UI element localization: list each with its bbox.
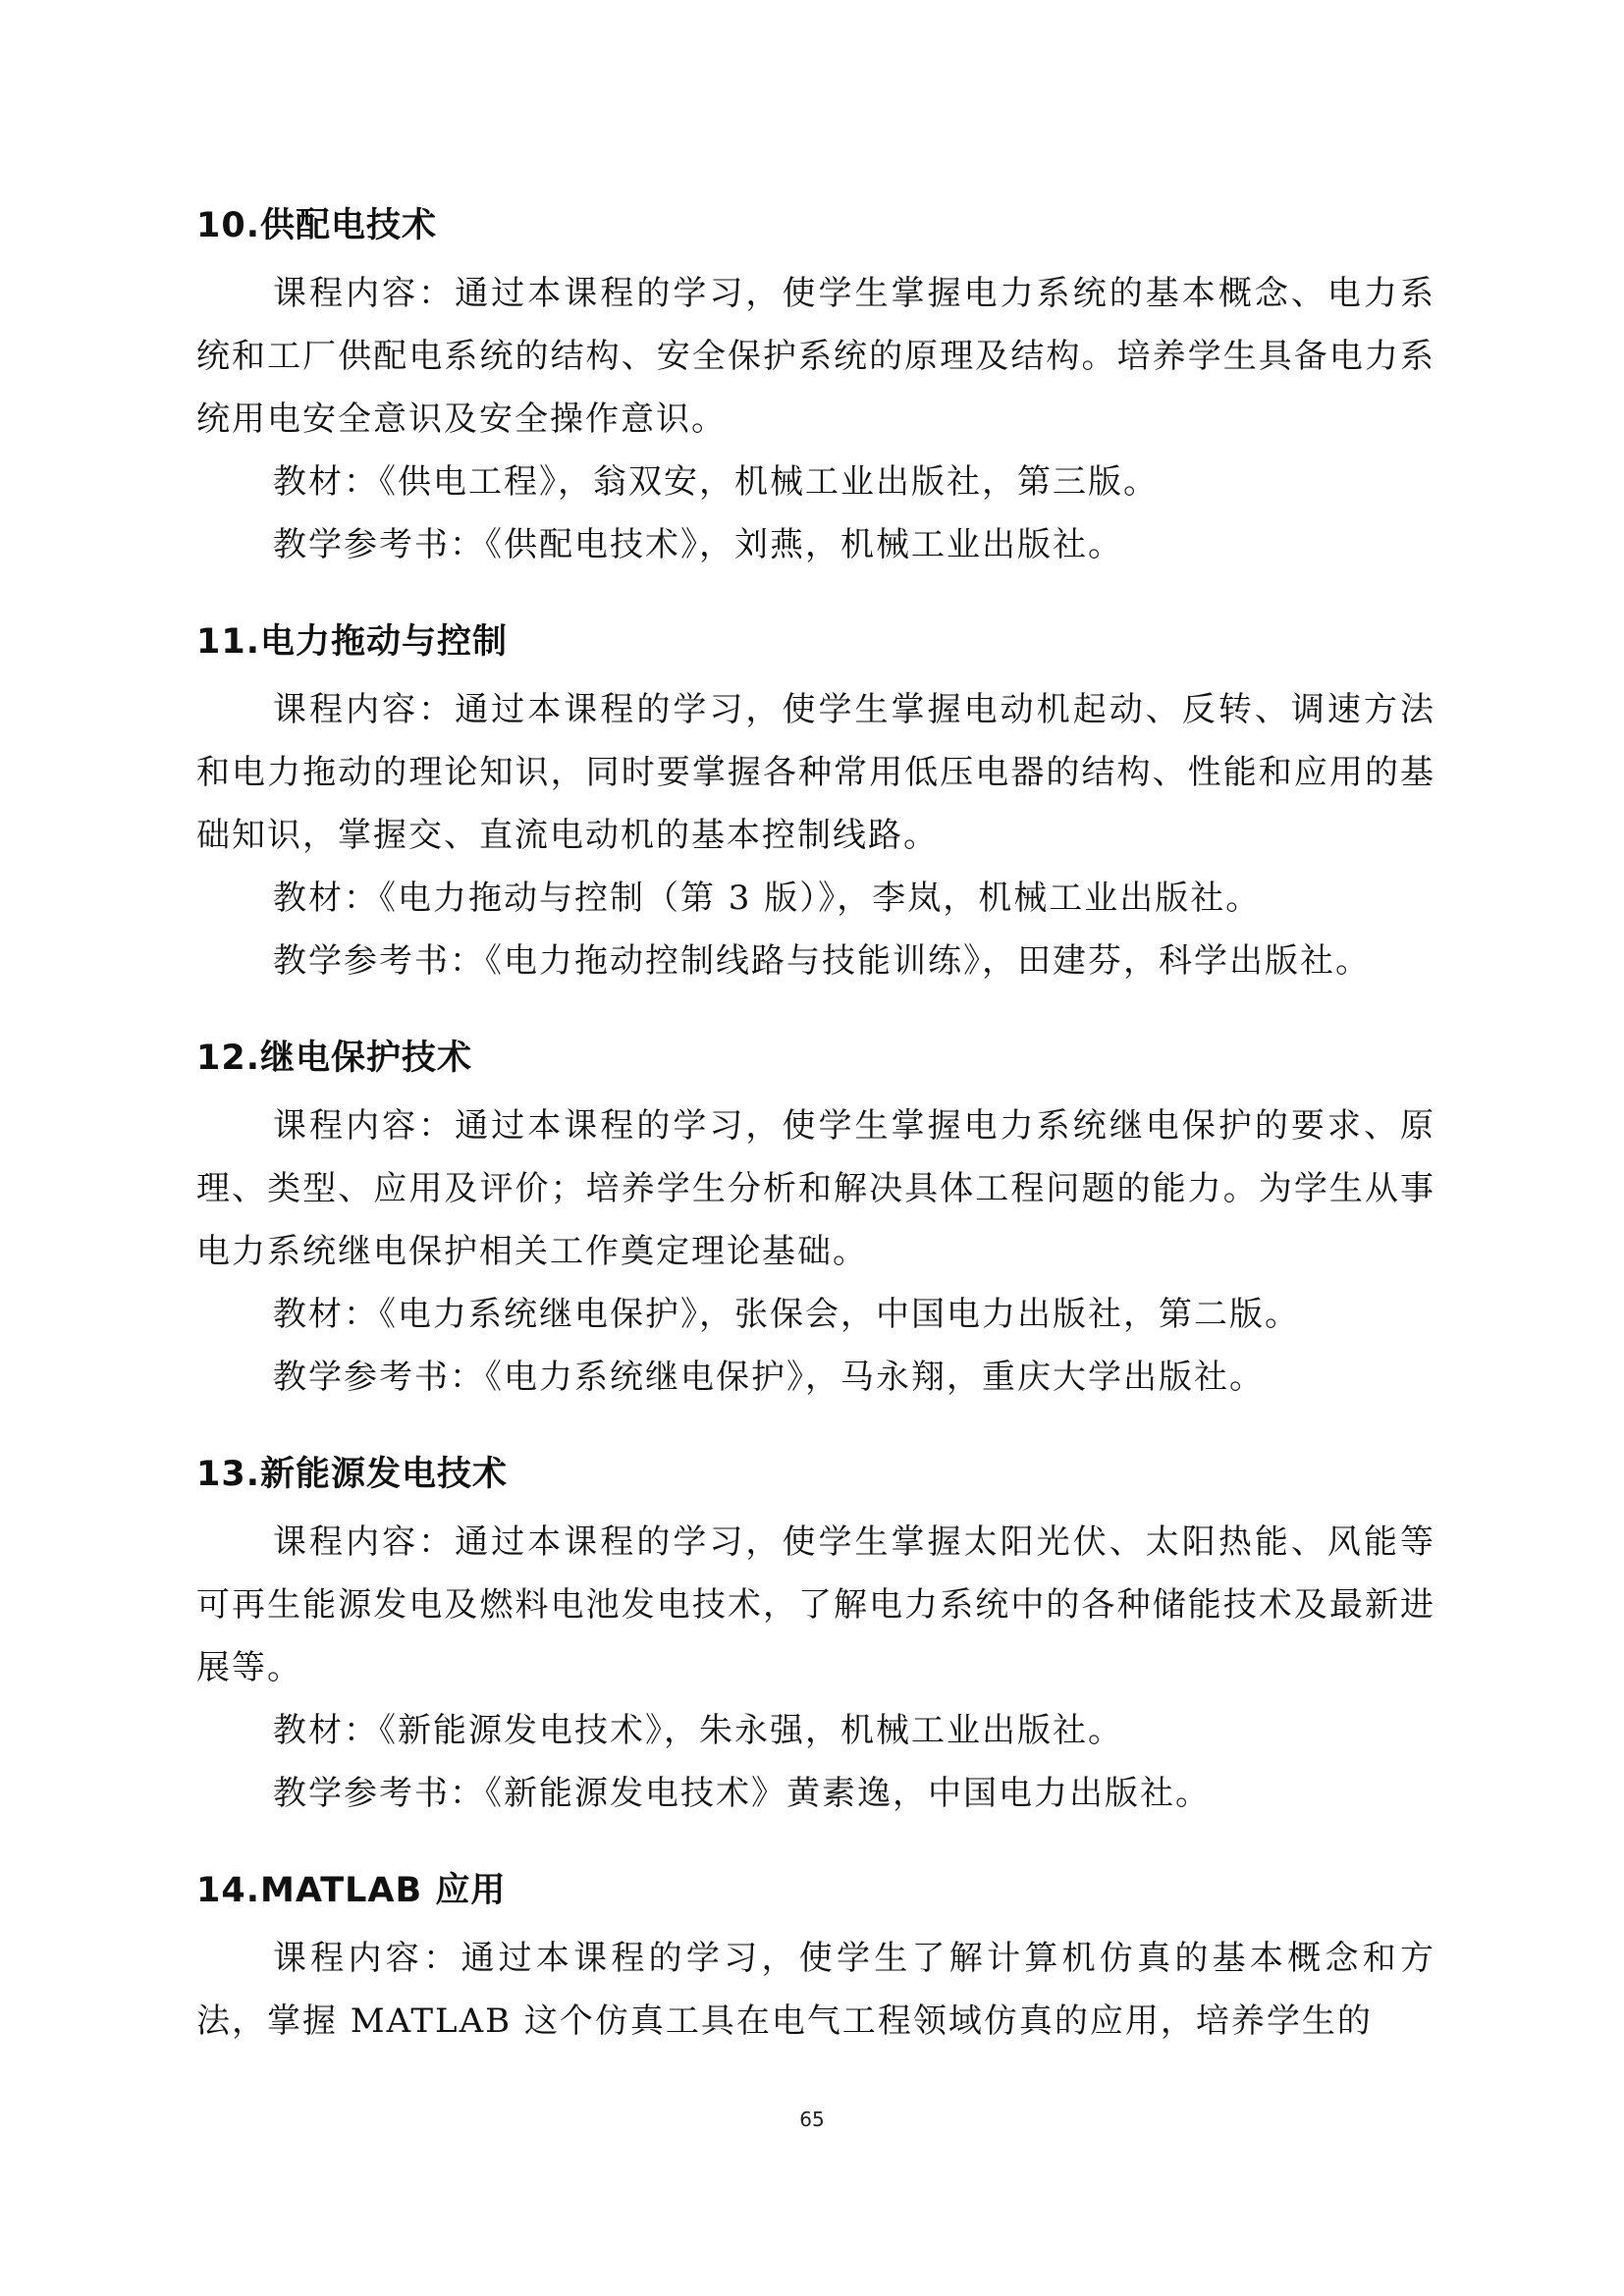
section-title: 11.电力拖动与控制 [196,622,509,662]
course-content-paragraph: 课程内容：通过本课程的学习，使学生了解计算机仿真的基本概念和方法，掌握 MATLAB 这个仿真工具在电气工程领域仿真的应用，培养学生的 [196,1939,1435,2041]
course-content-paragraph: 课程内容：通过本课程的学习，使学生掌握电动机起动、反转、调速方法和电力拖动的理论知识，同时要掌握各种常用低压电器的结构、性能和应用的基础知识，掌握交、直流电动机的基本控制线路。 [196,690,1435,855]
course-section-11 [196,617,1435,992]
course-section-10 [196,201,1435,576]
textbook-line: 教材：《新能源发电技术》，朱永强，机械工业出版社。 [273,1711,1123,1750]
course-content-paragraph: 课程内容：通过本课程的学习，使学生掌握电力系统继电保护的要求、原理、类型、应用及评价；培养学生分析和解决具体工程问题的能力。为学生从事电力系统继电保护相关工作奠定理论基础。 [196,1106,1435,1271]
textbook-line: 教材：《电力拖动与控制（第 3 版）》，李岚，机械工业出版社。 [273,879,1262,918]
page-content [196,201,1435,2094]
course-content-paragraph: 课程内容：通过本课程的学习，使学生掌握太阳光伏、太阳热能、风能等可再生能源发电及燃料电池发电技术，了解电力系统中的各种储能技术及最新进展等。 [196,1522,1435,1687]
section-title: 10.供配电技术 [196,206,438,245]
page-number: 65 [799,2108,825,2131]
textbook-line: 教材：《电力系统继电保护》，张保会，中国电力出版社，第二版。 [273,1295,1300,1334]
textbook-line: 教材：《供电工程》，翁双安，机械工业出版社，第三版。 [273,462,1159,502]
reference-line: 教学参考书：《电力系统继电保护》，马永翔，重庆大学出版社。 [273,1358,1265,1397]
reference-line: 教学参考书：《新能源发电技术》黄素逸，中国电力出版社。 [273,1774,1211,1813]
reference-line: 教学参考书：《电力拖动控制线路与技能训练》，田建芬，科学出版社。 [273,941,1371,981]
reference-line: 教学参考书：《供配电技术》，刘燕，机械工业出版社。 [273,525,1123,564]
course-section-14 [196,1866,1435,2053]
course-section-13 [196,1450,1435,1825]
section-title: 12.继电保护技术 [196,1039,473,1078]
course-section-12 [196,1034,1435,1409]
section-title: 13.新能源发电技术 [196,1455,509,1494]
course-content-paragraph: 课程内容：通过本课程的学习，使学生掌握电力系统的基本概念、电力系统和工厂供配电系统的结构、安全保护系统的原理及结构。培养学生具备电力系统用电安全意识及安全操作意识。 [196,274,1435,439]
section-title: 14.MATLAB 应用 [196,1871,507,1910]
